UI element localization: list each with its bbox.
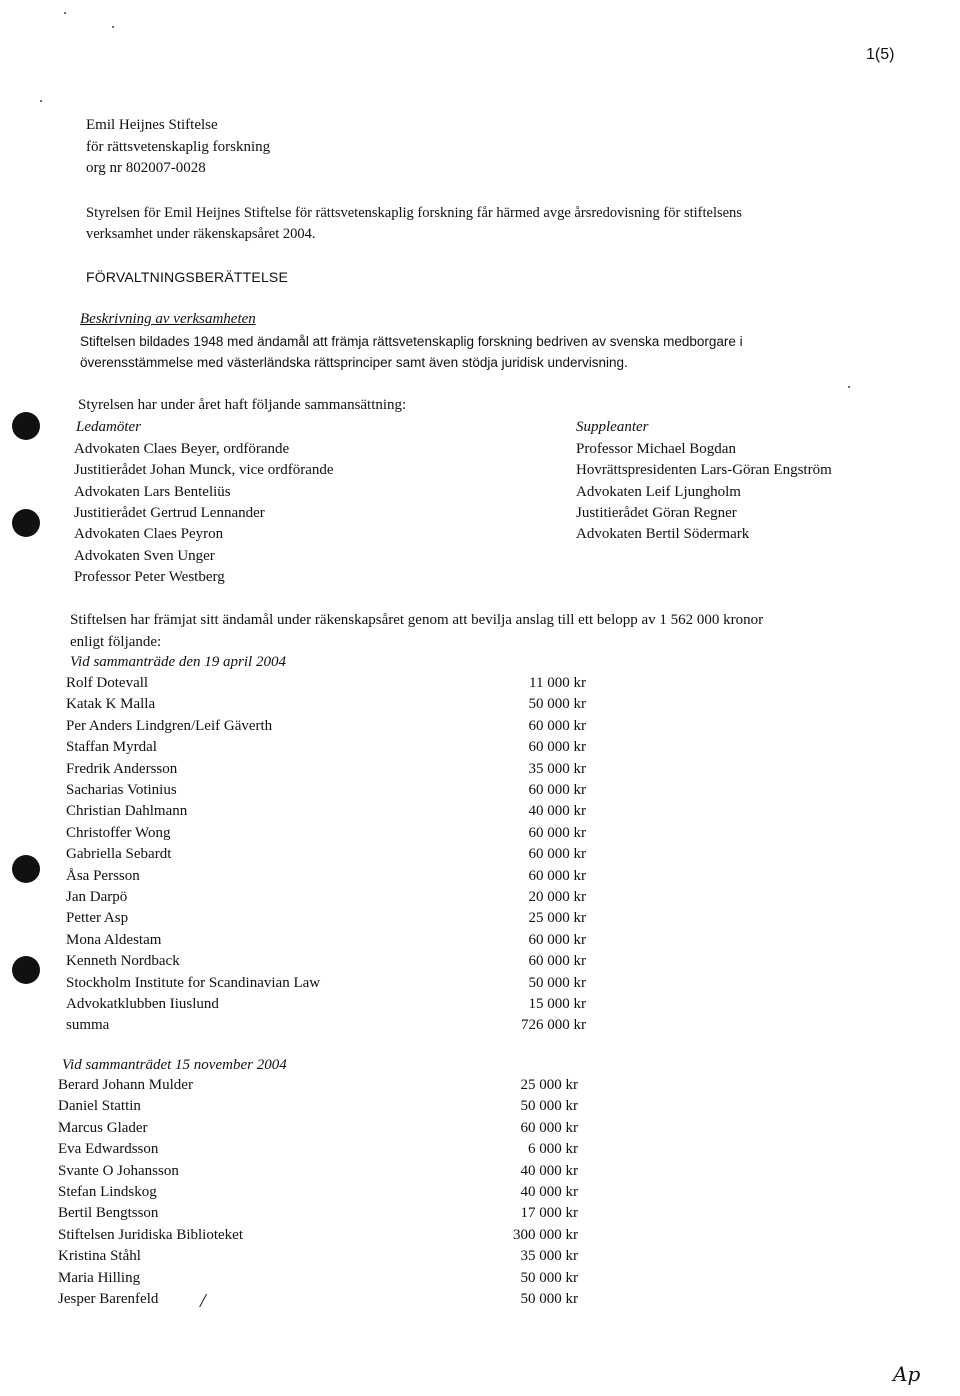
grant-amount: 726 000 kr: [521, 1017, 586, 1034]
scan-speck: [40, 100, 42, 102]
meeting-1-title: Vid sammanträde den 19 april 2004: [70, 654, 286, 670]
org-number: org nr 802007-0028: [86, 160, 206, 176]
grant-amount: 60 000 kr: [528, 824, 586, 841]
grant-amount: 50 000 kr: [528, 974, 586, 991]
punch-hole: [12, 412, 40, 440]
grant-recipient: Christoffer Wong: [66, 824, 171, 841]
grant-recipient: Katak K Malla: [66, 696, 156, 713]
grant-amount: 6 000 kr: [528, 1141, 578, 1158]
board-intro: Styrelsen har under året haft följande sammansättning:: [78, 397, 407, 413]
description-line-1: Stiftelsen bildades 1948 med ändamål att främja rättsvetenskaplig forskning bedriven av svenska medborgare i: [80, 334, 743, 349]
members-title: Ledamöter: [76, 419, 141, 435]
grant-amount: 300 000 kr: [513, 1226, 578, 1243]
grant-amount: 17 000 kr: [520, 1205, 578, 1222]
grant-recipient: Gabriella Sebardt: [66, 846, 172, 863]
grant-amount: 60 000 kr: [520, 1119, 578, 1136]
grant-recipient: Stiftelsen Juridiska Biblioteket: [58, 1226, 243, 1243]
board-member: Advokaten Lars Benteliüs: [74, 483, 231, 500]
grant-amount: 40 000 kr: [520, 1184, 578, 1200]
grant-recipient: Staffan Myrdal: [66, 739, 157, 756]
grant-amount: 50 000 kr: [520, 1291, 578, 1307]
grant-amount: 15 000 kr: [528, 996, 586, 1012]
grant-recipient: Åsa Persson: [66, 867, 140, 884]
scan-speck: [112, 26, 114, 28]
board-member: Advokaten Claes Peyron: [74, 526, 224, 543]
grant-recipient: Marcus Glader: [58, 1119, 148, 1136]
board-member: Professor Peter Westberg: [74, 568, 225, 585]
grant-recipient: Stockholm Institute for Scandinavian Law: [66, 974, 321, 991]
grant-recipient: Per Anders Lindgren/Leif Gäverth: [66, 717, 273, 734]
grant-recipient: Berard Johann Mulder: [58, 1077, 193, 1093]
grant-amount: 50 000 kr: [520, 1098, 578, 1115]
grant-recipient: Fredrik Andersson: [66, 760, 178, 777]
grant-amount: 11 000 kr: [529, 675, 586, 691]
grant-amount: 25 000 kr: [520, 1077, 578, 1093]
deputy-member: Hovrättspresidenten Lars-Göran Engström: [576, 462, 832, 479]
intro-line-2: verksamhet under räkenskapsåret 2004.: [86, 226, 316, 242]
grant-amount: 60 000 kr: [528, 739, 586, 756]
description-line-2: överensstämmelse med västerländska rättsprinciper samt även stödja juridisk undervisning.: [80, 355, 628, 370]
section-title: FÖRVALTNINGSBERÄTTELSE: [86, 269, 288, 285]
grant-amount: 35 000 kr: [528, 760, 586, 777]
punch-hole: [12, 956, 40, 984]
deputy-member: Advokaten Bertil Södermark: [576, 526, 750, 543]
deputy-member: Professor Michael Bogdan: [576, 441, 736, 457]
grant-recipient: summa: [66, 1017, 110, 1034]
grant-recipient: Kristina Ståhl: [58, 1248, 141, 1265]
grant-amount: 60 000 kr: [528, 782, 586, 798]
grant-recipient: Svante O Johansson: [58, 1162, 179, 1179]
handwritten-initials: Ap: [893, 1362, 921, 1386]
board-member: Advokaten Sven Unger: [74, 547, 215, 564]
page-number: 1(5): [866, 46, 895, 63]
grant-recipient: Daniel Stattin: [58, 1098, 141, 1115]
grant-recipient: Sacharias Votinius: [66, 782, 177, 798]
grant-recipient: Stefan Lindskog: [58, 1184, 157, 1200]
grant-amount: 60 000 kr: [528, 846, 586, 863]
grant-recipient: Maria Hilling: [58, 1269, 141, 1286]
grant-recipient: Jan Darpö: [66, 889, 128, 905]
deputy-member: Advokaten Leif Ljungholm: [576, 483, 741, 500]
slash-mark: /: [200, 1290, 206, 1312]
deputy-member: Justitierådet Göran Regner: [576, 504, 737, 521]
meeting-2-title: Vid sammanträdet 15 november 2004: [62, 1057, 287, 1073]
grant-amount: 25 000 kr: [528, 910, 586, 927]
grants-intro-line-1: Stiftelsen har främjat sitt ändamål under räkenskapsåret genom att bevilja anslag till ett belopp av 1 562 000 kronor: [70, 612, 764, 628]
grant-amount: 60 000 kr: [528, 717, 586, 734]
scan-speck: [848, 386, 850, 388]
grant-amount: 60 000 kr: [528, 953, 586, 970]
scan-speck: [64, 12, 66, 14]
board-member: Justitierådet Gertrud Lennander: [74, 504, 265, 521]
grant-amount: 50 000 kr: [528, 696, 586, 713]
grant-recipient: Eva Edwardsson: [58, 1141, 159, 1158]
grant-recipient: Jesper Barenfeld: [58, 1291, 159, 1307]
board-member: Justitierådet Johan Munck, vice ordförande: [74, 462, 334, 479]
grant-amount: 60 000 kr: [528, 867, 586, 884]
grant-amount: 50 000 kr: [520, 1269, 578, 1286]
grant-amount: 35 000 kr: [520, 1248, 578, 1265]
grant-amount: 60 000 kr: [528, 931, 586, 948]
grant-amount: 40 000 kr: [528, 803, 586, 820]
foundation-purpose: för rättsvetenskaplig forskning: [86, 139, 271, 155]
grant-recipient: Kenneth Nordback: [66, 953, 180, 970]
punch-hole: [12, 509, 40, 537]
grant-recipient: Christian Dahlmann: [66, 803, 188, 820]
grant-recipient: Advokatklubben Iiuslund: [66, 996, 219, 1012]
grant-recipient: Mona Aldestam: [66, 931, 162, 948]
grant-amount: 40 000 kr: [520, 1162, 578, 1179]
description-title: Beskrivning av verksamheten: [80, 311, 256, 327]
grant-recipient: Petter Asp: [66, 910, 129, 927]
grants-intro-line-2: enligt följande:: [70, 634, 162, 650]
punch-hole: [12, 855, 40, 883]
board-member: Advokaten Claes Beyer, ordförande: [74, 441, 290, 457]
intro-line-1: Styrelsen för Emil Heijnes Stiftelse för rättsvetenskaplig forskning får härmed avge årsredovisning för stiftelsens: [86, 205, 742, 221]
grant-recipient: Bertil Bengtsson: [58, 1205, 159, 1222]
deputies-title: Suppleanter: [576, 419, 649, 435]
foundation-name: Emil Heijnes Stiftelse: [86, 117, 218, 133]
grant-recipient: Rolf Dotevall: [66, 675, 149, 691]
grant-amount: 20 000 kr: [528, 889, 586, 905]
